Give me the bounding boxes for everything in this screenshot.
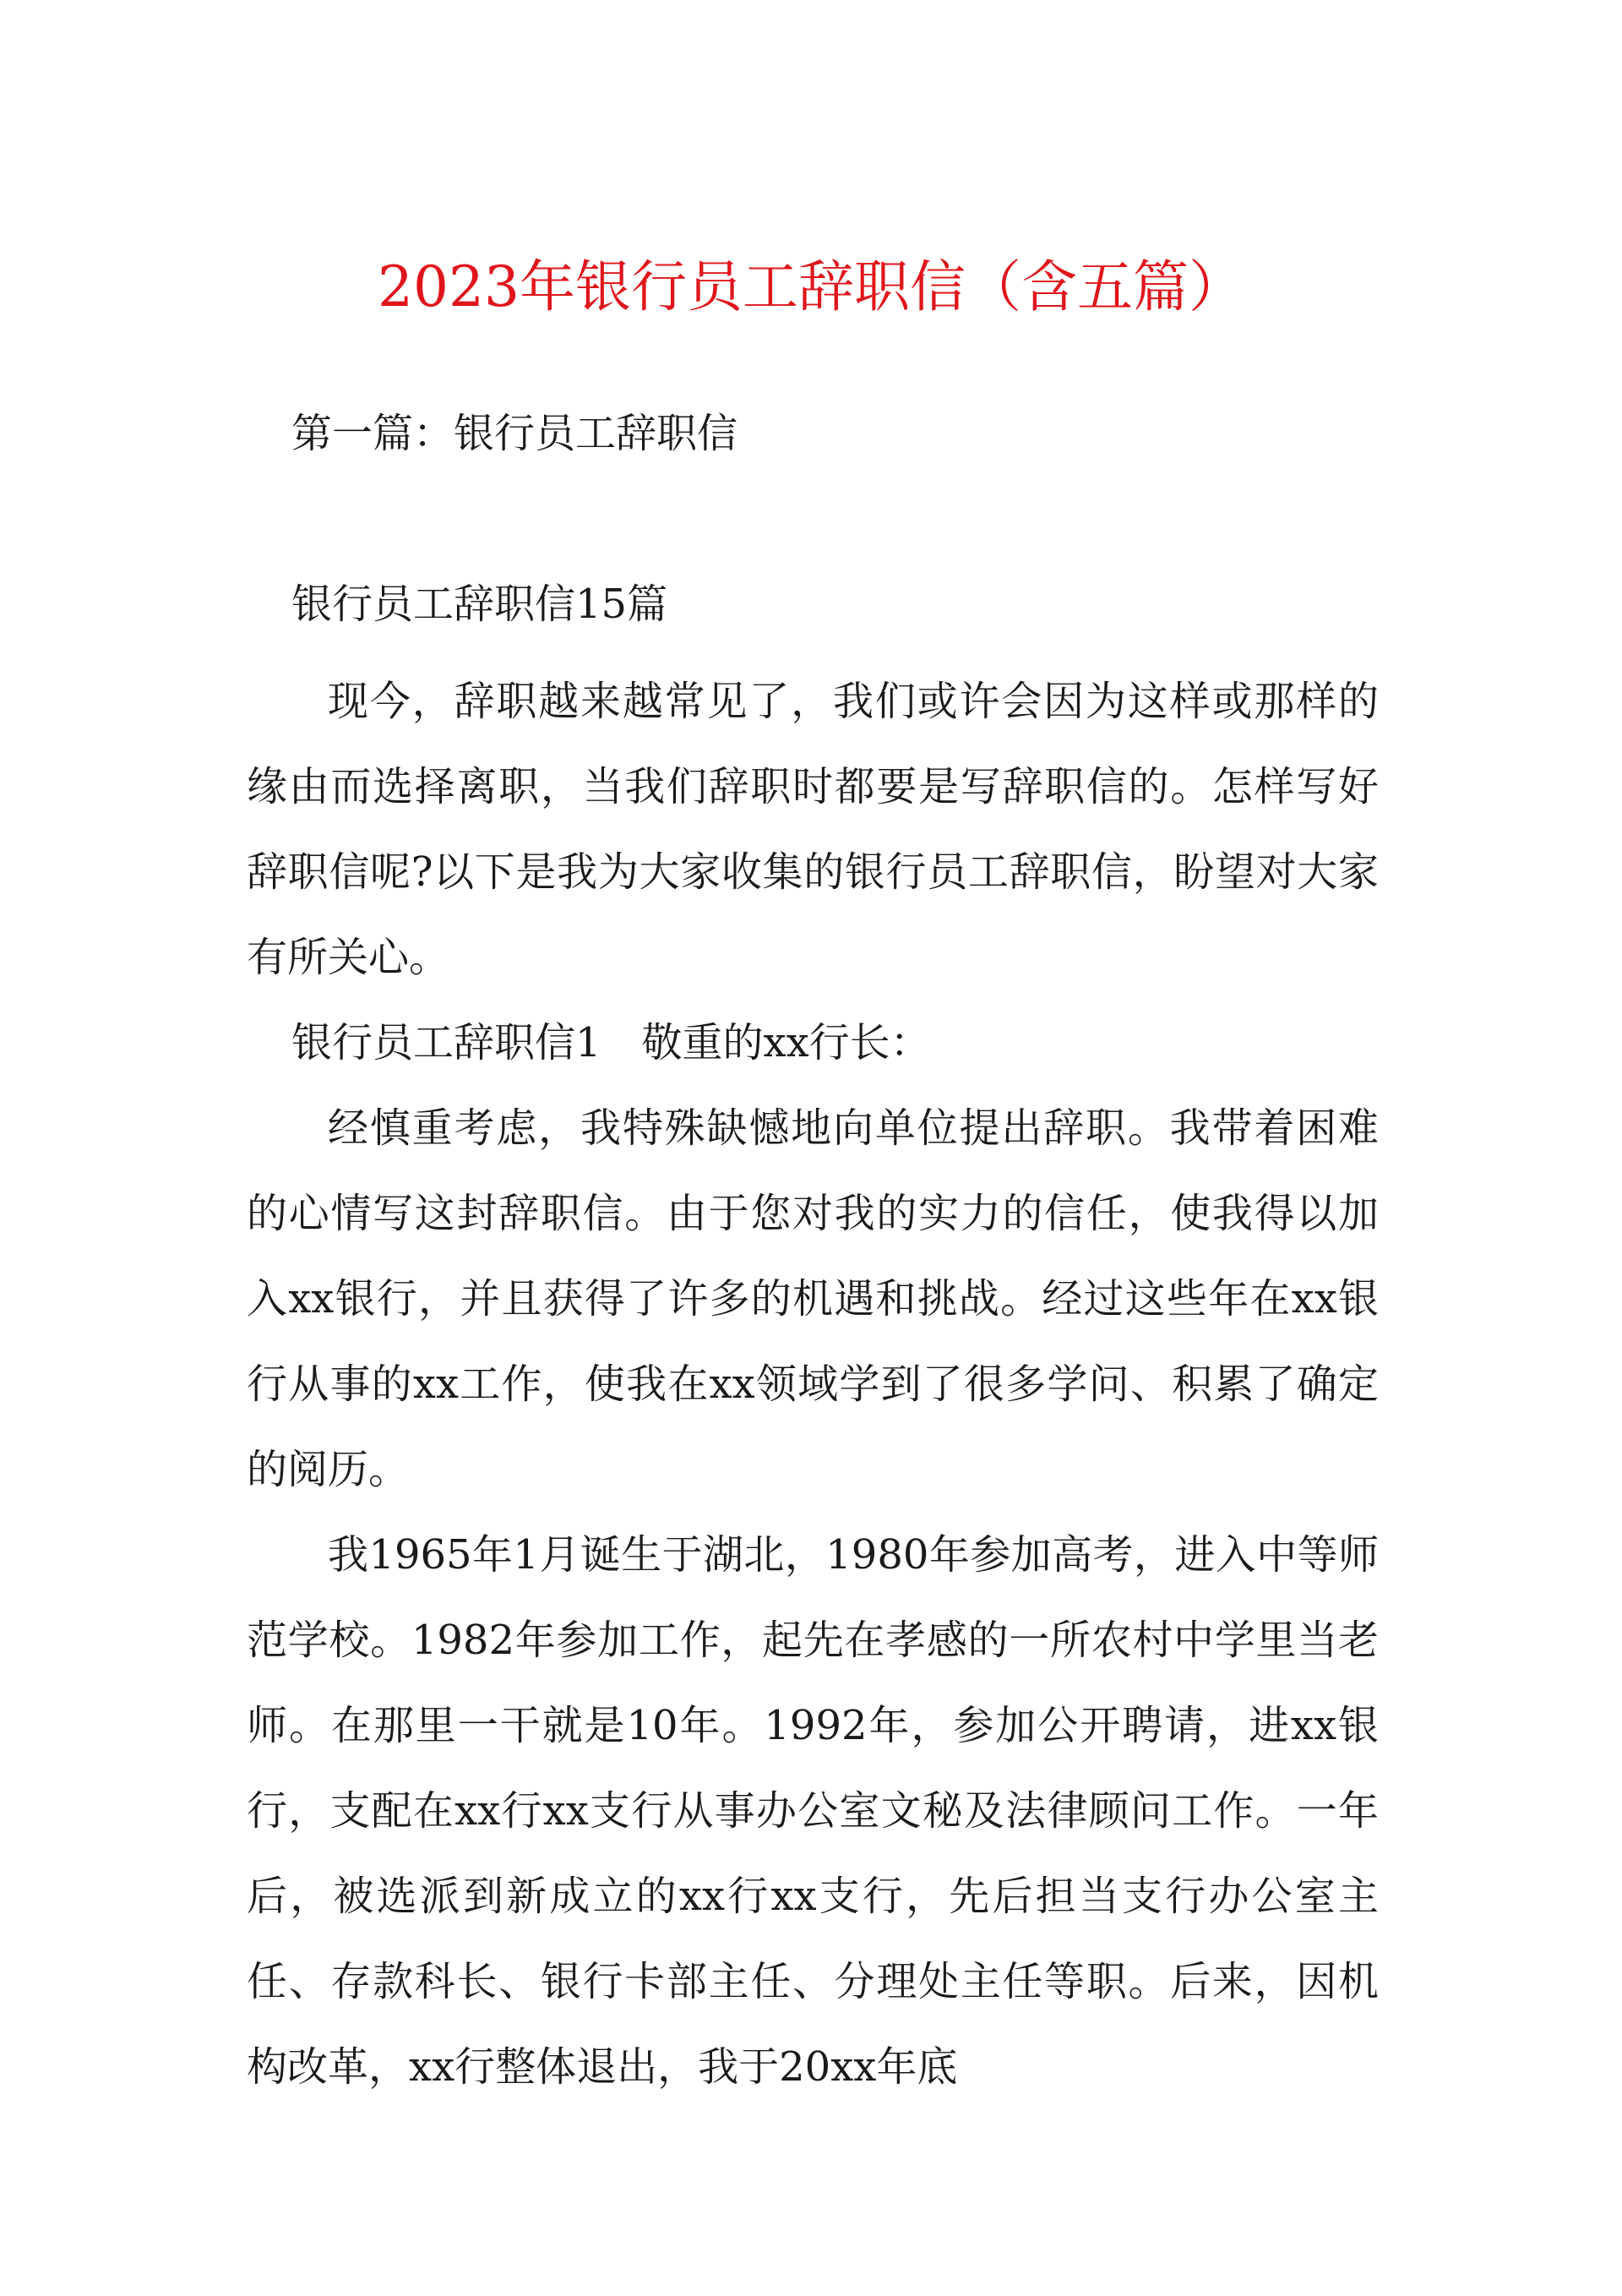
- section-heading: 第一篇：银行员工辞职信: [291, 410, 738, 457]
- paragraph-reason: 经慎重考虑，我特殊缺憾地向单位提出辞职。我带着困难的心情写这封辞职信。由于您对我的实力的信任，使我得以加入xx银行，并且获得了许多的机遇和挑战。经过这些年在xx银行从事的xx工作，使我在xx领域学到了很多学问、积累了确定的阅历。: [247, 1104, 1379, 1493]
- subheading: 银行员工辞职信15篇: [291, 581, 668, 628]
- document-body: [247, 659, 1379, 2110]
- paragraph-intro: 现今，辞职越来越常见了，我们或许会因为这样或那样的缘由而选择离职，当我们辞职时都要是写辞职信的。怎样写好辞职信呢?以下是我为大家收集的银行员工辞职信，盼望对大家有所关心。: [247, 678, 1379, 981]
- document-title: 2023年银行员工辞职信（含五篇）: [378, 254, 1244, 319]
- salutation-line: 银行员工辞职信1 敬重的xx行长：: [291, 1019, 931, 1066]
- paragraph-history: 我1965年1月诞生于湖北，1980年参加高考，进入中等师范学校。1982年参加工作，起先在孝感的一所农村中学里当老师。在那里一干就是10年。1992年，参加公开聘请，进xx银行，支配在xx行xx支行从事办公室文秘及法律顾问工作。一年后，被选派到新成立的xx行xx支行，先后担当支行办公室主任、存款科长、银行卡部主任、分理处主任等职。后来，因机构改革，xx行整体退出，我于20xx年底: [247, 1531, 1379, 2091]
